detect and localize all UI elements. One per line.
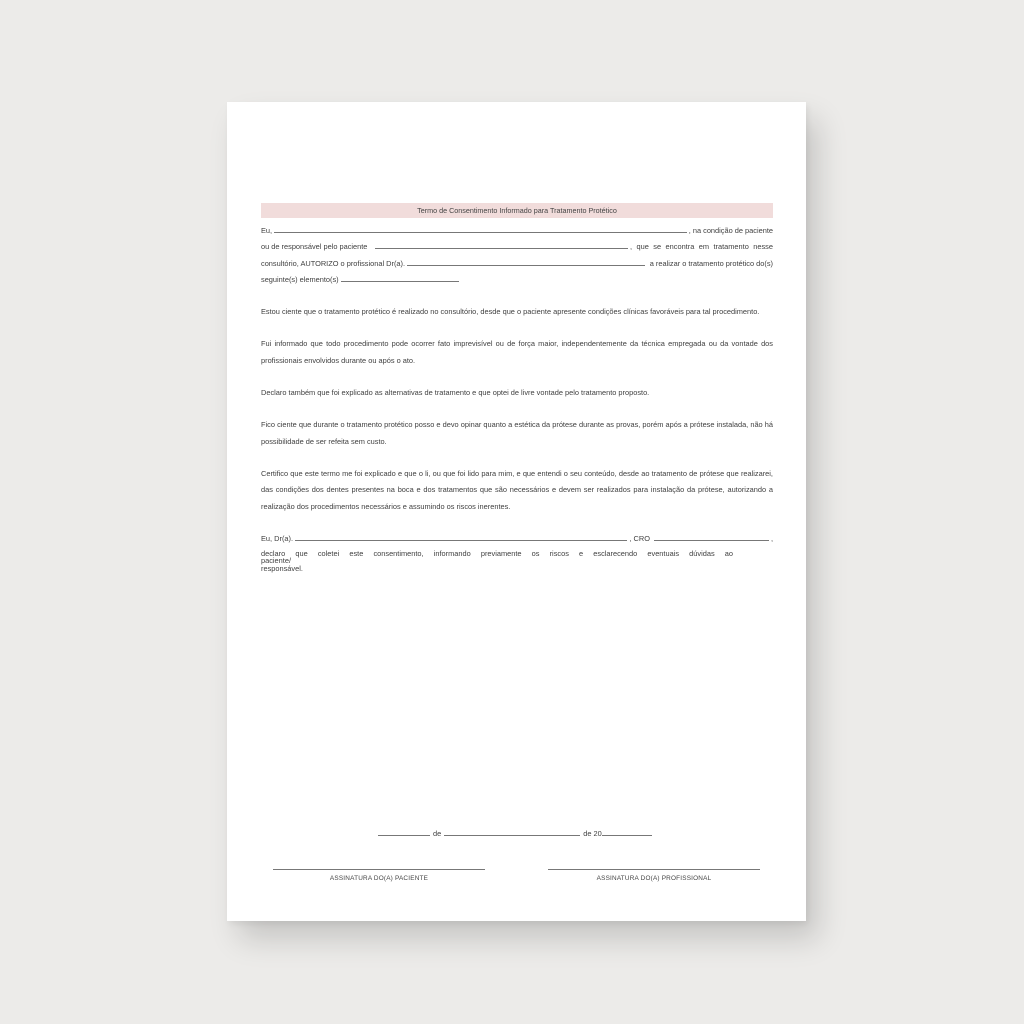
professional-text-comma: , <box>770 533 773 543</box>
intro-line-3 <box>261 256 773 272</box>
professional-signature-line <box>548 869 760 870</box>
paragraph-1: Estou ciente que o tratamento protético é realizado no consultório, desde que o paciente apresente condições clínicas favoráveis para tal procedimento. <box>261 307 760 317</box>
paragraph-4: Fico ciente que durante o tratamento protético posso e devo opinar quanto a estética da prótese durante as provas, porém após a prótese instalada, não há possibilidade de ser refeita sem custo. <box>261 420 773 446</box>
doctor-name-blank <box>295 533 627 541</box>
date-de-1: de <box>433 829 442 838</box>
elements-blank <box>341 274 459 282</box>
declaration-line-2: paciente/ <box>261 556 291 566</box>
declaration-text <box>261 550 733 572</box>
paragraph-5: Certifico que este termo me foi explicado e que o li, ou que foi lido para mim, e que entendi o seu conteúdo, desde ao tratamento de prótese que realizarei, das condições dos dentes presentes na boca e dos tratamentos que são necessários e devem ser realizados para instalação da prótese, autorizando a realização dos procedimentos necessários e assumindo os riscos inerentes. <box>261 468 773 511</box>
name-blank <box>274 225 687 233</box>
professional-blank <box>407 258 645 266</box>
year-blank <box>602 828 652 836</box>
declaration-line-1: declaro que coletei este consentimento, informando previamente os riscos e esclarecendo eventuais dúvidas ao <box>261 549 733 559</box>
intro-line-4 <box>261 272 773 288</box>
professional-declaration <box>261 531 773 572</box>
intro-text-responsavel: ou de responsável pelo paciente <box>261 242 368 252</box>
date-line <box>375 828 655 838</box>
professional-signature <box>548 869 760 882</box>
intro-line-1 <box>261 223 773 239</box>
cro-label: , CRO <box>629 533 650 543</box>
intro-text-autorizo: consultório, AUTORIZO o profissional Dr(a). <box>261 258 406 268</box>
intro-text-eu: Eu, <box>261 226 273 235</box>
document-title: Termo de Consentimento Informado para Tratamento Protético <box>261 203 773 218</box>
professional-text-eu: Eu, Dr(a). <box>261 533 294 543</box>
professional-signature-label: ASSINATURA DO(A) PROFISSIONAL <box>596 875 712 882</box>
declaration-line-3: responsável. <box>261 563 303 573</box>
intro-text-tratamento: , que se encontra em tratamento nesse <box>630 242 773 252</box>
intro-text-elementos: seguinte(s) elemento(s) <box>261 274 339 284</box>
day-blank <box>378 828 430 836</box>
document-page <box>227 102 806 921</box>
document-content <box>261 203 773 572</box>
paragraph-2: Fui informado que todo procedimento pode ocorrer fato imprevisível ou de força maior, independentemente da técnica empregada ou da vontade dos profissionais envolvidos durante ou após o ato. <box>261 339 773 365</box>
professional-line <box>261 531 773 547</box>
paragraph-3: Declaro também que foi explicado as alternativas de tratamento e que optei de livre vontade pelo tratamento proposto. <box>261 388 650 398</box>
intro-line-2 <box>261 239 773 255</box>
intro-text-realizar: a realizar o tratamento protético do(s) <box>649 258 773 268</box>
patient-signature-line <box>273 869 485 870</box>
patient-blank <box>375 241 628 249</box>
date-de-2: de 20 <box>583 829 602 838</box>
intro-block <box>261 223 773 288</box>
month-blank <box>444 828 580 836</box>
intro-text-condicao: , na condição de paciente <box>688 226 773 235</box>
cro-blank <box>654 533 769 541</box>
patient-signature <box>273 869 485 882</box>
patient-signature-label: ASSINATURA DO(A) PACIENTE <box>329 875 429 882</box>
